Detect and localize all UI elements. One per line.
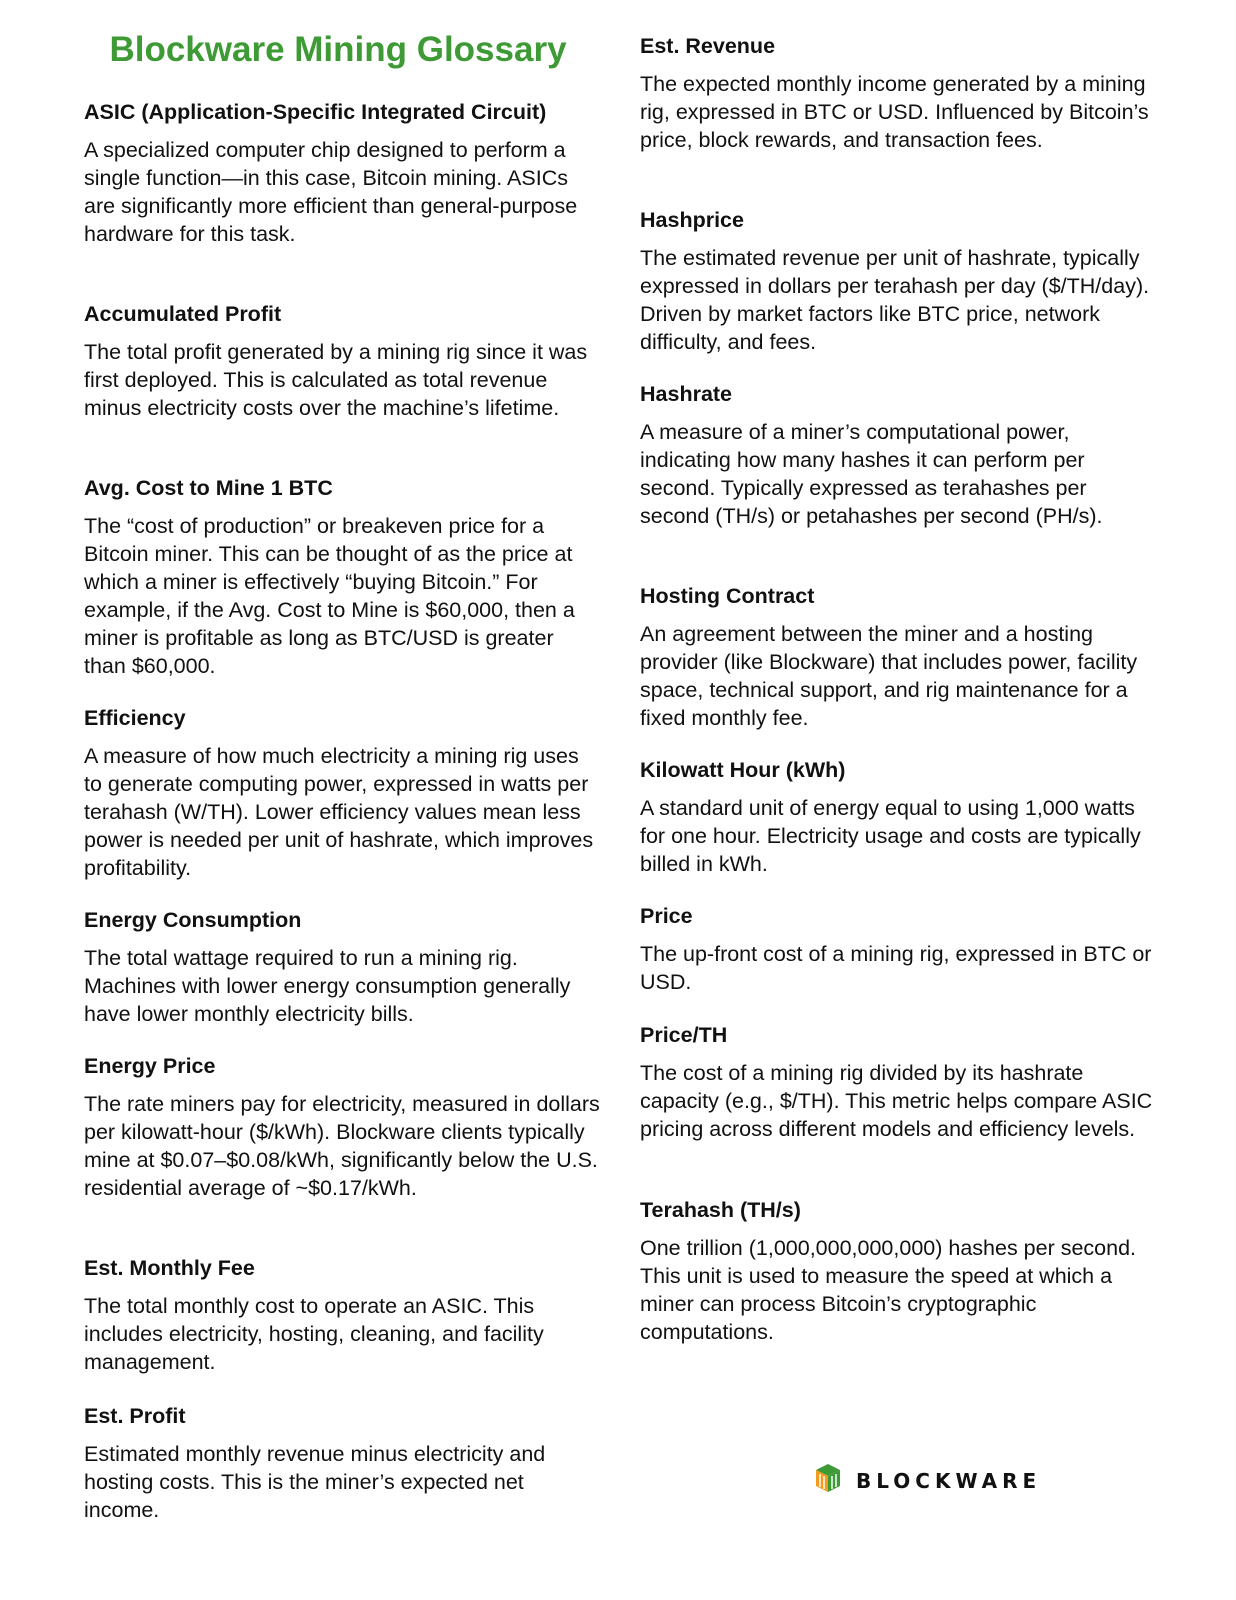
term-heading: Terahash (TH/s) <box>640 1198 801 1222</box>
term-definition: The expected monthly income generated by a mining rig, expressed in BTC or USD. Influenced by Bitcoin’s price, block rewards, and transaction fees. <box>640 72 1149 152</box>
term-definition: A specialized computer chip designed to perform a single function—in this case, Bitcoin mining. ASICs are significantly more efficient than general-purpose hardware for this task. <box>84 138 578 246</box>
term-definition: The up-front cost of a mining rig, expressed in BTC or USD. <box>640 942 1152 994</box>
glossary-entry <box>84 300 600 422</box>
term-definition: The estimated revenue per unit of hashrate, typically expressed in dollars per terahash per day ($/TH/day). Driven by market factors like BTC price, network difficulty, and fees. <box>640 246 1150 354</box>
term-heading: Est. Revenue <box>640 34 776 58</box>
term-definition: A measure of a miner’s computational power, indicating how many hashes it can perform per second. Typically expressed as terahashes per second (TH/s) or petahashes per second (PH/s). <box>640 420 1103 528</box>
term-heading: ASIC (Application-Specific Integrated Circuit) <box>84 100 547 124</box>
glossary-entry <box>640 902 1160 996</box>
term-definition: The total wattage required to run a mining rig. Machines with lower energy consumption generally have lower monthly electricity bills. <box>84 946 571 1026</box>
term-heading: Hosting Contract <box>640 584 815 608</box>
glossary-entry <box>84 906 600 1028</box>
page-title: Blockware Mining Glossary <box>109 30 567 69</box>
term-definition: Estimated monthly revenue minus electricity and hosting costs. This is the miner’s expected net income. <box>84 1442 546 1522</box>
term-definition: The cost of a mining rig divided by its hashrate capacity (e.g., $/TH). This metric helps compare ASIC pricing across different models and efficiency levels. <box>640 1061 1153 1141</box>
glossary-entry <box>640 1196 1160 1346</box>
term-heading: Price/TH <box>640 1023 728 1047</box>
term-heading: Avg. Cost to Mine 1 BTC <box>84 476 333 500</box>
term-heading: Hashprice <box>640 208 744 232</box>
term-heading: Energy Consumption <box>84 908 302 932</box>
glossary-entry <box>84 474 600 680</box>
term-heading: Hashrate <box>640 382 733 406</box>
glossary-entry <box>640 32 1160 154</box>
term-definition: One trillion (1,000,000,000,000) hashes per second. This unit is used to measure the speed at which a miner can process Bitcoin’s cryptographic computations. <box>640 1236 1137 1344</box>
term-heading: Price <box>640 904 693 928</box>
term-definition: The total profit generated by a mining rig since it was first deployed. This is calculated as total revenue minus electricity costs over the machine’s lifetime. <box>84 340 588 420</box>
glossary-entry <box>84 704 600 882</box>
term-heading: Accumulated Profit <box>84 302 282 326</box>
glossary-entry <box>640 1021 1160 1143</box>
glossary-entry <box>84 1052 600 1202</box>
term-heading: Est. Monthly Fee <box>84 1256 255 1280</box>
glossary-entry <box>640 756 1160 878</box>
term-definition: A standard unit of energy equal to using 1,000 watts for one hour. Electricity usage and costs are typically billed in kWh. <box>640 796 1141 876</box>
term-definition: An agreement between the miner and a hosting provider (like Blockware) that includes power, facility space, technical support, and rig maintenance for a fixed monthly fee. <box>640 622 1138 730</box>
term-heading: Kilowatt Hour (kWh) <box>640 758 846 782</box>
term-definition: The total monthly cost to operate an ASIC. This includes electricity, hosting, cleaning, and facility management. <box>84 1294 544 1374</box>
glossary-entry <box>84 1254 600 1376</box>
logo-wordmark: BLOCKWARE <box>856 1468 1042 1493</box>
blockware-logo <box>814 1462 1041 1499</box>
term-heading: Est. Profit <box>84 1404 186 1428</box>
glossary-entry <box>84 1402 600 1524</box>
glossary-entry <box>640 206 1160 356</box>
term-definition: The “cost of production” or breakeven price for a Bitcoin miner. This can be thought of as the price at which a miner is effectively “buying Bitcoin.” For example, if the Avg. Cost to Mine is $60,000, then a miner is profitable as long as BTC/USD is greater than $60,000. <box>84 514 575 678</box>
glossary-entry <box>84 98 600 248</box>
glossary-entry <box>640 582 1160 732</box>
term-heading: Energy Price <box>84 1054 216 1078</box>
term-heading: Efficiency <box>84 706 186 730</box>
glossary-entry <box>640 380 1160 530</box>
term-definition: A measure of how much electricity a mining rig uses to generate computing power, expressed in watts per terahash (W/TH). Lower efficiency values mean less power is needed per unit of hashrate, which improves profitability. <box>84 744 594 880</box>
blockware-logo-icon <box>814 1462 842 1499</box>
term-definition: The rate miners pay for electricity, measured in dollars per kilowatt-hour ($/kWh). Blockware clients typically mine at $0.07–$0.08/kWh, significantly below the U.S. residential average of ~$0.17/kWh. <box>84 1092 600 1200</box>
